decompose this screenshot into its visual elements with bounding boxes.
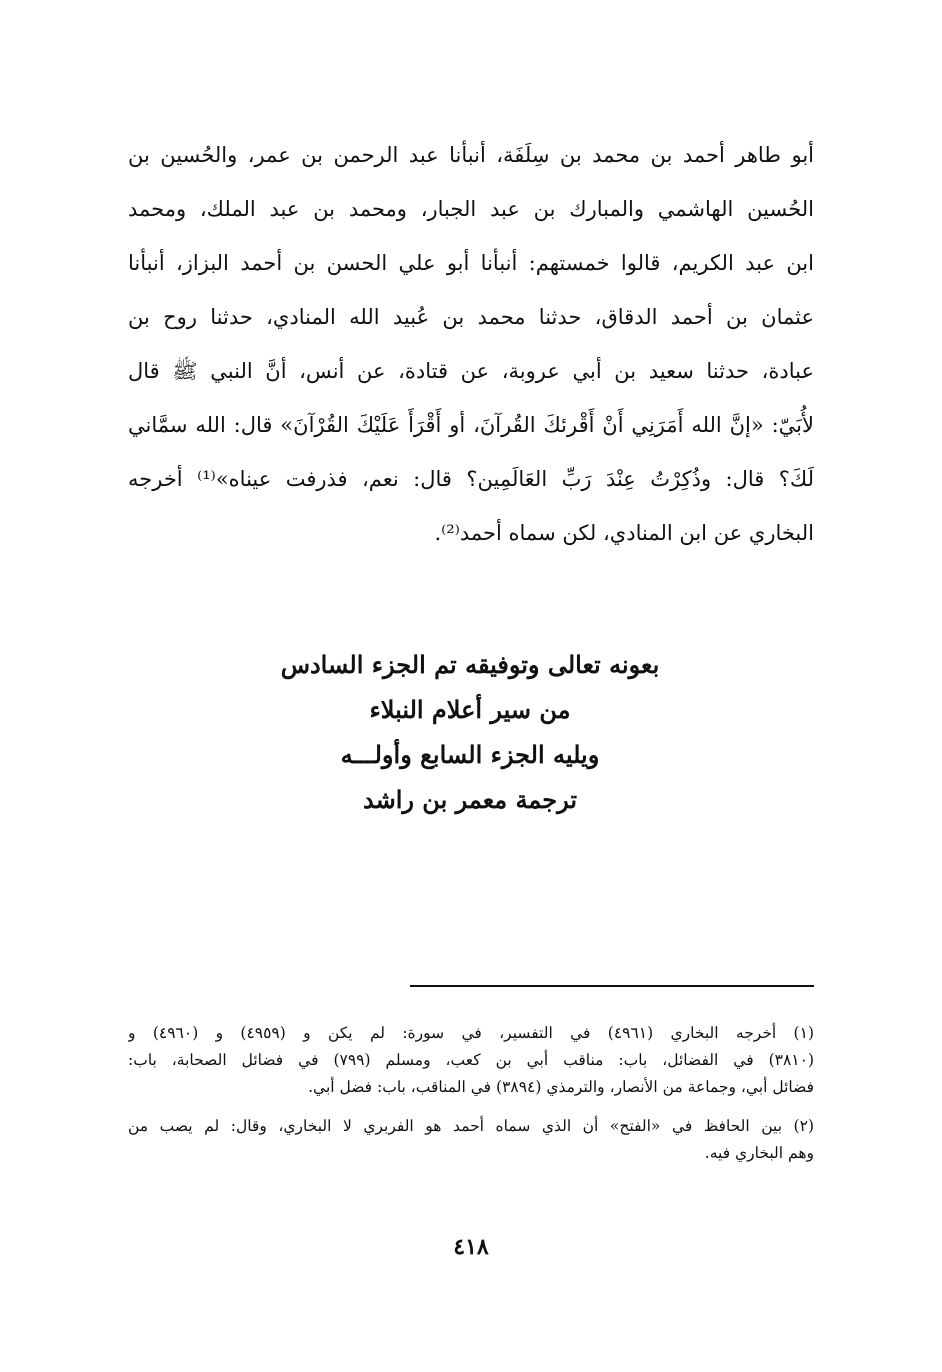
colophon-line: ترجمة معمر بن راشد (362, 785, 578, 814)
footnote-line: (١) أخرجه البخاري (٤٩٦١) في التفسير، في سورة: لم يكن و (٤٩٥٩) و (٤٩٦٠) و (128, 1024, 814, 1042)
main-text-line: عثمان بن أحمد الدقاق، حدثنا محمد بن عُبيد الله المنادي، حدثنا روح بن (128, 305, 814, 329)
footnote-line: فضائل أبي، وجماعة من الأنصار، والترمذي (٣٨٩٤) في المناقب، باب: فضل أبي. (308, 1078, 814, 1096)
footnote-line: (٢) بين الحافظ في «الفتح» أن الذي سماه أحمد هو الفربري لا البخاري، وقال: لم يصب من (128, 1117, 814, 1135)
page-number: ٤١٨ (453, 1234, 489, 1260)
colophon (240, 642, 700, 822)
footnote-line: (٣٨١٠) في الفضائل، باب: مناقب أبي بن كعب، ومسلم (٧٩٩) في فضائل الصحابة، باب: (128, 1051, 814, 1069)
main-text-line: الحُسين الهاشمي والمبارك بن عبد الجبار، ومحمد بن عبد الملك، ومحمد (128, 197, 814, 221)
main-text-line: عبادة، حدثنا سعيد بن أبي عروبة، عن قتادة، عن أنس، أنَّ النبي ﷺ قال (128, 359, 814, 383)
colophon-line: بعونه تعالى وتوفيقه تم الجزء السادس (280, 650, 660, 679)
main-text-line: لَكَ؟ قال: وذُكِرْتُ عِنْدَ رَبِّ العَالَمِين؟ قال: نعم، فذرفت عيناه»⁽¹⁾ أخرجه (128, 467, 814, 491)
footnote-separator (410, 985, 814, 987)
main-text-block (128, 128, 814, 560)
main-text-line: البخاري عن ابن المنادي، لكن سماه أحمد⁽²⁾. (434, 521, 814, 545)
colophon-line: من سير أعلام النبلاء (369, 695, 571, 724)
footnotes (128, 1020, 814, 1179)
footnote-line: وهم البخاري فيه. (704, 1144, 814, 1162)
colophon-line: ويليه الجزء السابع وأولـــه (340, 740, 600, 769)
footnote-1 (128, 1020, 814, 1101)
main-text-line: أبو طاهر أحمد بن محمد بن سِلَفَة، أنبأنا عبد الرحمن بن عمر، والحُسين بن (128, 143, 814, 167)
footnote-2 (128, 1113, 814, 1167)
main-text-line: لأُبَيّ: «إنَّ الله أَمَرَنِي أَنْ أَقْرئكَ القُرآنَ، أو أَقْرَأَ عَلَيْكَ القُرْآنَ» قال: الله سمَّاني (128, 413, 814, 437)
main-text-line: ابن عبد الكريم، قالوا خمستهم: أنبأنا أبو علي الحسن بن أحمد البزاز، أنبأنا (128, 251, 814, 275)
